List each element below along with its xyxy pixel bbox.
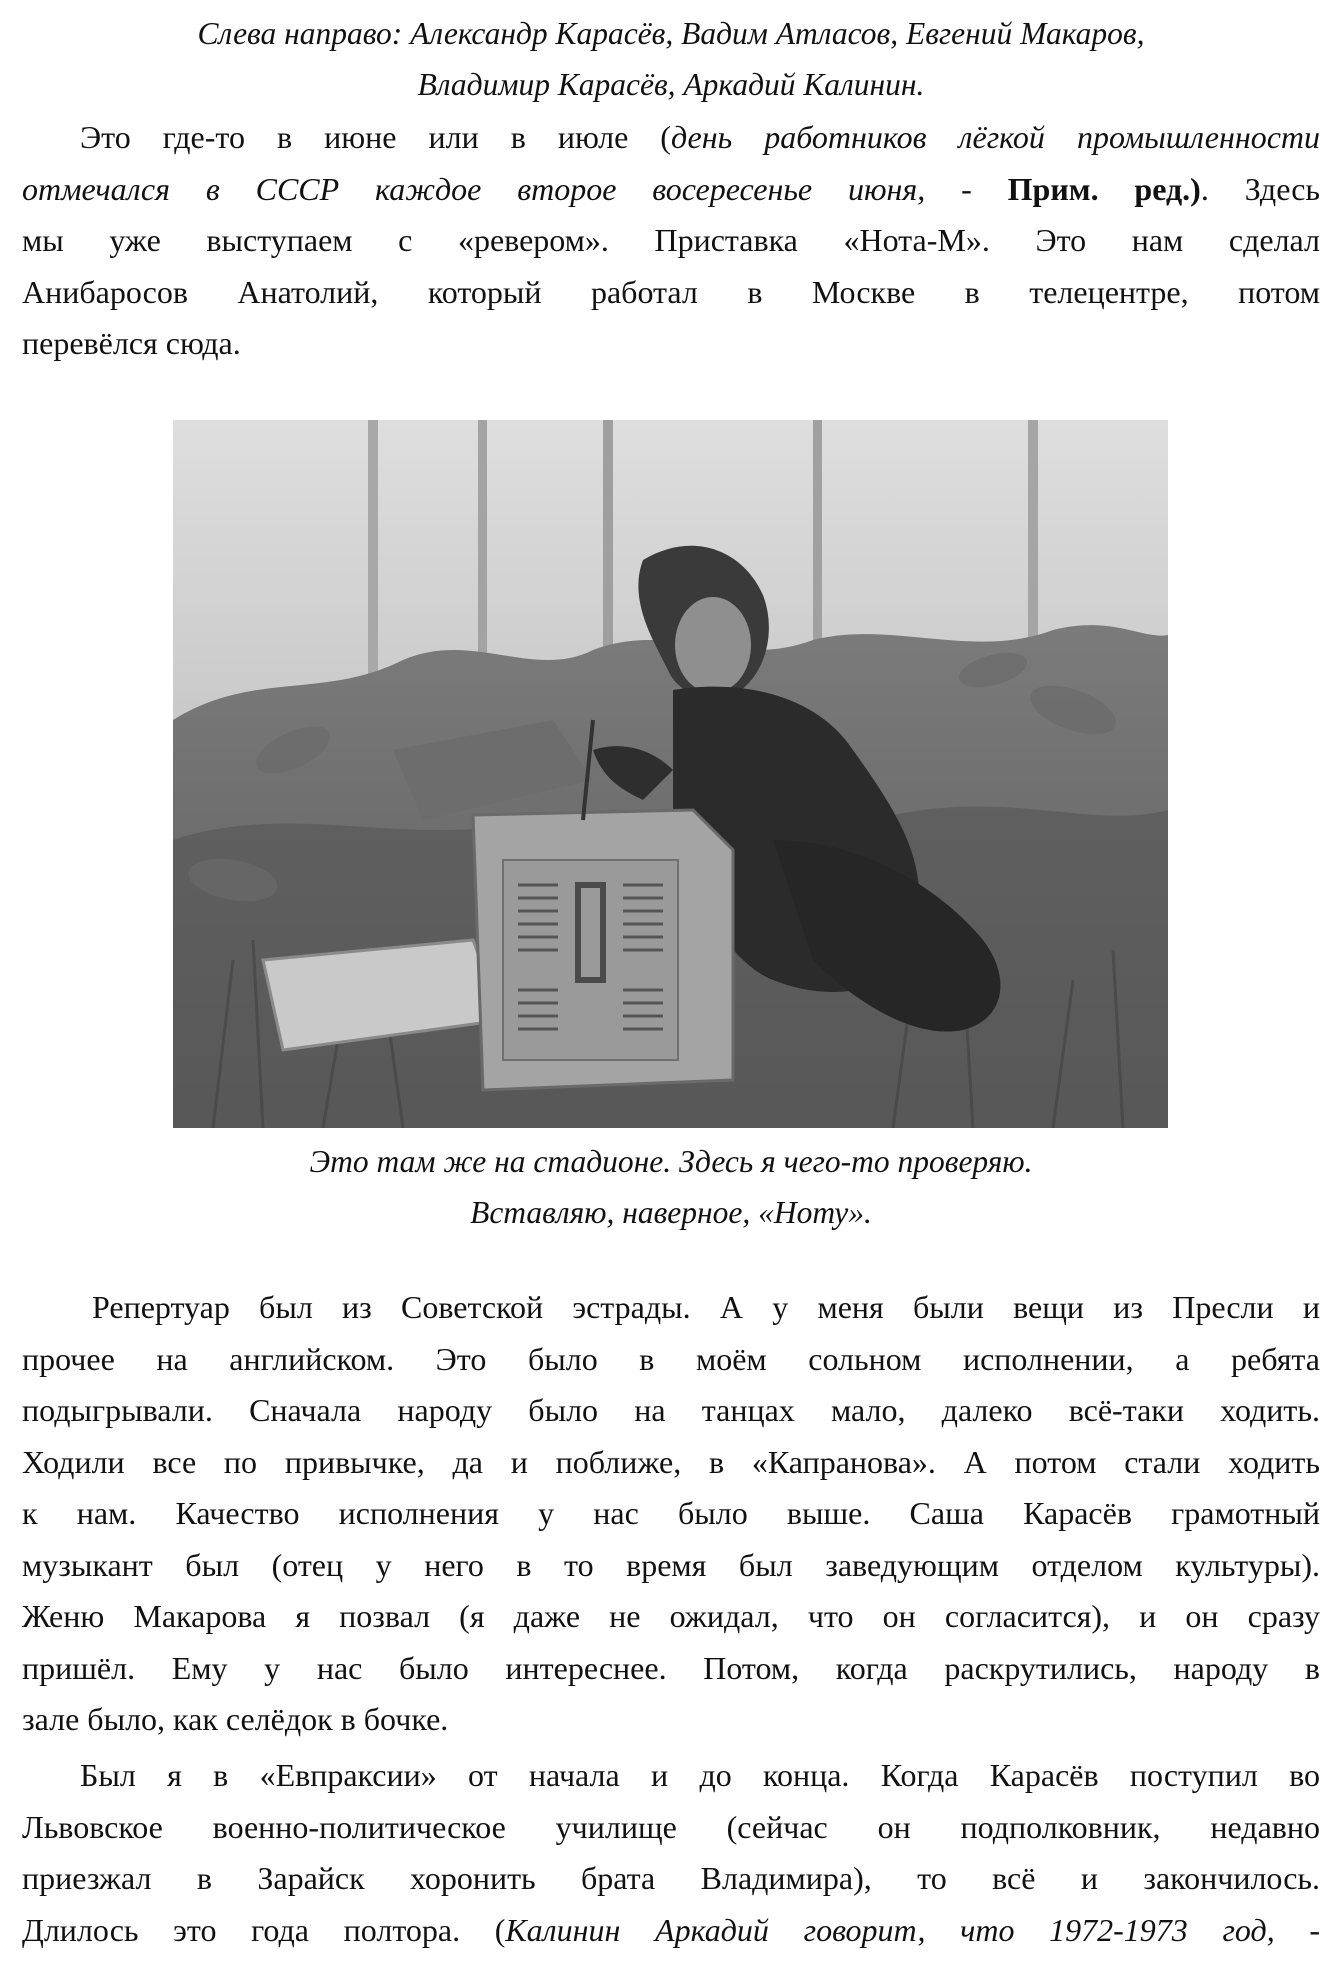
paragraph-1 [22,112,1320,370]
paragraph-3 [22,1750,1320,1956]
caption-line: Слева направо: Александр Карасёв, Вадим Атласов, Евгений Макаров, [197,16,1145,51]
paragraph-line: зале было, как селёдок в бочке. [22,1701,449,1737]
paragraph-line: мы уже выступаем с «ревером». Приставка «Нота-М». Это нам сделал [22,222,1320,258]
paragraph-line: Львовское военно-политическое училище (сейчас он подполковник, недавно [22,1808,1320,1845]
paragraph-line: Был я в «Евпраксии» от начала и до конца. Когда Карасёв поступил во [80,1757,1320,1793]
top-caption [22,8,1320,110]
paragraph-line: приезжал в Зарайск хоронить брата Владимира), то всё и закончилось. [22,1860,1320,1896]
photograph [173,420,1168,1128]
paragraph-line: Репертуар был из Советской эстрады. А у меня были вещи из Пресли и [92,1289,1320,1325]
paragraph-line: прочее на английском. Это было в моём сольном исполнении, а ребята [22,1340,1320,1377]
paragraph-line: подыгрывали. Сначала народу было на танцах мало, далеко всё-таки ходить. [22,1392,1320,1428]
paragraph-line: перевёлся сюда. [22,325,241,361]
paragraph-line: отмечался в СССР каждое второе восересенье июня, - Прим. ред.). Здесь [22,170,1321,207]
paragraph-line: пришёл. Ему у нас было интереснее. Потом, когда раскрутились, народу в [22,1649,1320,1686]
photo-illustration [173,420,1168,1128]
paragraph-line: к нам. Качество исполнения у нас было выше. Саша Карасёв грамотный [22,1495,1320,1531]
paragraph-line: Анибаросов Анатолий, который работал в Москве в телецентре, потом [22,273,1320,310]
paragraph-line: Длилось это года полтора. (Калинин Аркадий говорит, что 1972-1973 год, - [22,1911,1321,1948]
paragraph-line: Это где-то в июне или в июле (день работников лёгкой промышленности [80,119,1321,155]
caption-line: Владимир Карасёв, Аркадий Калинин. [417,67,925,102]
caption-line: Вставляю, наверное, «Ноту». [470,1195,872,1230]
paragraph-line: музыкант был (отец у него в то время был заведующим отделом культуры). [22,1546,1320,1583]
photo-caption [22,1136,1320,1238]
paragraph-line: Ходили все по привычке, да и поближе, в «Капранова». А потом стали ходить [22,1443,1320,1480]
paragraph-2 [22,1282,1320,1746]
paragraph-line: Женю Макарова я позвал (я даже не ожидал, что он согласится), и он сразу [22,1598,1320,1634]
caption-line: Это там же на стадионе. Здесь я чего-то проверяю. [309,1144,1033,1179]
